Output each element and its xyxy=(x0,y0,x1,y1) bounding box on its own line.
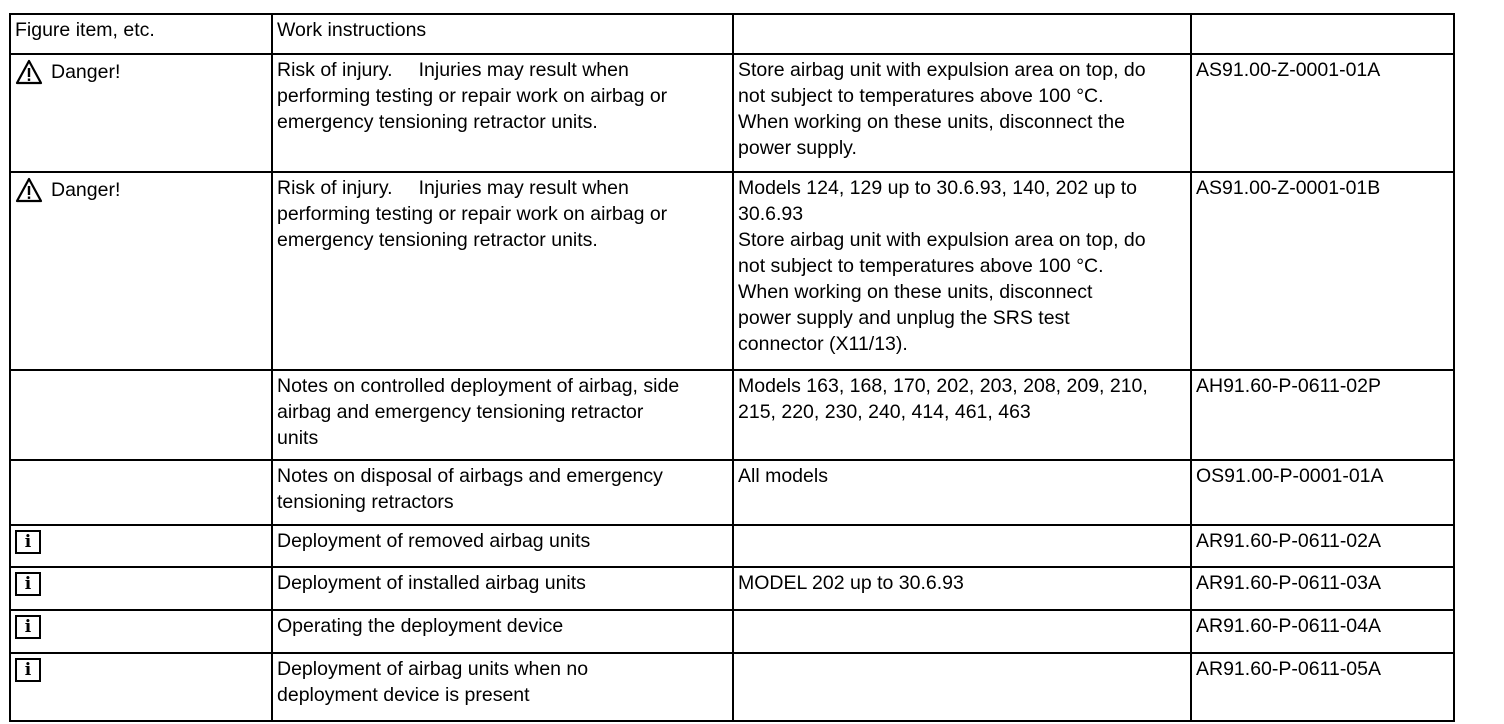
table-row xyxy=(10,172,1454,370)
document-code: AS91.00-Z-0001-01A xyxy=(1191,54,1454,172)
work-instruction-cell xyxy=(272,54,733,172)
document-code: AR91.60-P-0611-05A xyxy=(1191,653,1454,721)
work-instruction-cell xyxy=(272,460,733,525)
figure-cell xyxy=(10,525,272,567)
work-instruction-cell xyxy=(272,525,733,567)
work-instruction-cell xyxy=(272,172,733,370)
note-line: not subject to temperatures above 100 °C. xyxy=(738,255,1104,277)
risk-intro: Injuries may result when xyxy=(418,59,629,81)
work-line: units xyxy=(277,427,319,449)
note-line: When working on these units, disconnect xyxy=(738,281,1093,303)
figure-cell xyxy=(10,567,272,610)
table-header-row xyxy=(10,14,1454,54)
figure-cell xyxy=(10,172,272,370)
note-line: 30.6.93 xyxy=(738,203,804,225)
note-cell xyxy=(733,54,1191,172)
figure-cell xyxy=(10,653,272,721)
note-cell xyxy=(733,370,1191,460)
danger-label xyxy=(15,59,120,85)
table-row xyxy=(10,610,1454,653)
table-row xyxy=(10,370,1454,460)
work-instruction-cell xyxy=(272,610,733,653)
table-row xyxy=(10,525,1454,567)
document-code: AR91.60-P-0611-03A xyxy=(1191,567,1454,610)
document-code: AS91.00-Z-0001-01B xyxy=(1191,172,1454,370)
work-instruction-cell xyxy=(272,370,733,460)
work-line: Notes on controlled deployment of airbag, side xyxy=(277,375,680,397)
work-line: Deployment of removed airbag units xyxy=(277,530,591,552)
note-line: connector (X11/13). xyxy=(738,333,908,355)
work-line: performing testing or repair work on airbag or xyxy=(277,85,668,107)
info-icon: i xyxy=(15,572,41,596)
figure-cell xyxy=(10,460,272,525)
work-line: tensioning retractors xyxy=(277,491,454,513)
header-notes xyxy=(733,14,1191,54)
document-code: AR91.60-P-0611-02A xyxy=(1191,525,1454,567)
note-cell xyxy=(733,172,1191,370)
note-line: power supply. xyxy=(738,137,857,159)
work-instruction-cell xyxy=(272,567,733,610)
note-line: power supply and unplug the SRS test xyxy=(738,307,1070,329)
header-document-code xyxy=(1191,14,1454,54)
note-line: Store airbag unit with expulsion area on top, do xyxy=(738,59,1146,81)
risk-title: Risk of injury. xyxy=(277,177,393,199)
work-line: deployment device is present xyxy=(277,684,530,706)
note-line: Models 124, 129 up to 30.6.93, 140, 202 up to xyxy=(738,177,1137,199)
figure-cell xyxy=(10,370,272,460)
work-line: performing testing or repair work on airbag or xyxy=(277,203,668,225)
note-line: When working on these units, disconnect the xyxy=(738,111,1125,133)
work-instruction-cell xyxy=(272,653,733,721)
document-code: OS91.00-P-0001-01A xyxy=(1191,460,1454,525)
figure-cell xyxy=(10,610,272,653)
note-cell xyxy=(733,525,1191,567)
work-line: emergency tensioning retractor units. xyxy=(277,111,598,133)
risk-title: Risk of injury. xyxy=(277,59,393,81)
note-line: Store airbag unit with expulsion area on top, do xyxy=(738,229,1146,251)
danger-text: Danger! xyxy=(51,179,121,201)
table-row xyxy=(10,567,1454,610)
note-line: not subject to temperatures above 100 °C. xyxy=(738,85,1104,107)
note-cell xyxy=(733,653,1191,721)
note-line: 215, 220, 230, 240, 414, 461, 463 xyxy=(738,401,1031,423)
work-line: Operating the deployment device xyxy=(277,615,564,637)
work-line: airbag and emergency tensioning retractor xyxy=(277,401,644,423)
document-code: AR91.60-P-0611-04A xyxy=(1191,610,1454,653)
warning-triangle-icon xyxy=(15,177,43,203)
table-row xyxy=(10,54,1454,172)
note-line: MODEL 202 up to 30.6.93 xyxy=(738,572,964,594)
note-cell xyxy=(733,567,1191,610)
note-line: Models 163, 168, 170, 202, 203, 208, 209, 210, xyxy=(738,375,1148,397)
info-icon: i xyxy=(15,530,41,554)
warning-triangle-icon xyxy=(15,59,43,85)
info-icon: i xyxy=(15,615,41,639)
note-cell xyxy=(733,460,1191,525)
work-line: Deployment of installed airbag units xyxy=(277,572,586,594)
danger-label xyxy=(15,177,120,203)
info-icon: i xyxy=(15,658,41,682)
header-figure-item: Figure item, etc. xyxy=(10,14,272,54)
work-line: Deployment of airbag units when no xyxy=(277,658,589,680)
work-instructions-table xyxy=(9,13,1455,722)
danger-text: Danger! xyxy=(51,61,121,83)
note-line: All models xyxy=(738,465,828,487)
work-line: emergency tensioning retractor units. xyxy=(277,229,598,251)
work-line: Notes on disposal of airbags and emergency xyxy=(277,465,663,487)
table-row xyxy=(10,653,1454,721)
document-code: AH91.60-P-0611-02P xyxy=(1191,370,1454,460)
note-cell xyxy=(733,610,1191,653)
risk-intro: Injuries may result when xyxy=(418,177,629,199)
figure-cell xyxy=(10,54,272,172)
table-row xyxy=(10,460,1454,525)
header-work-instructions: Work instructions xyxy=(272,14,733,54)
